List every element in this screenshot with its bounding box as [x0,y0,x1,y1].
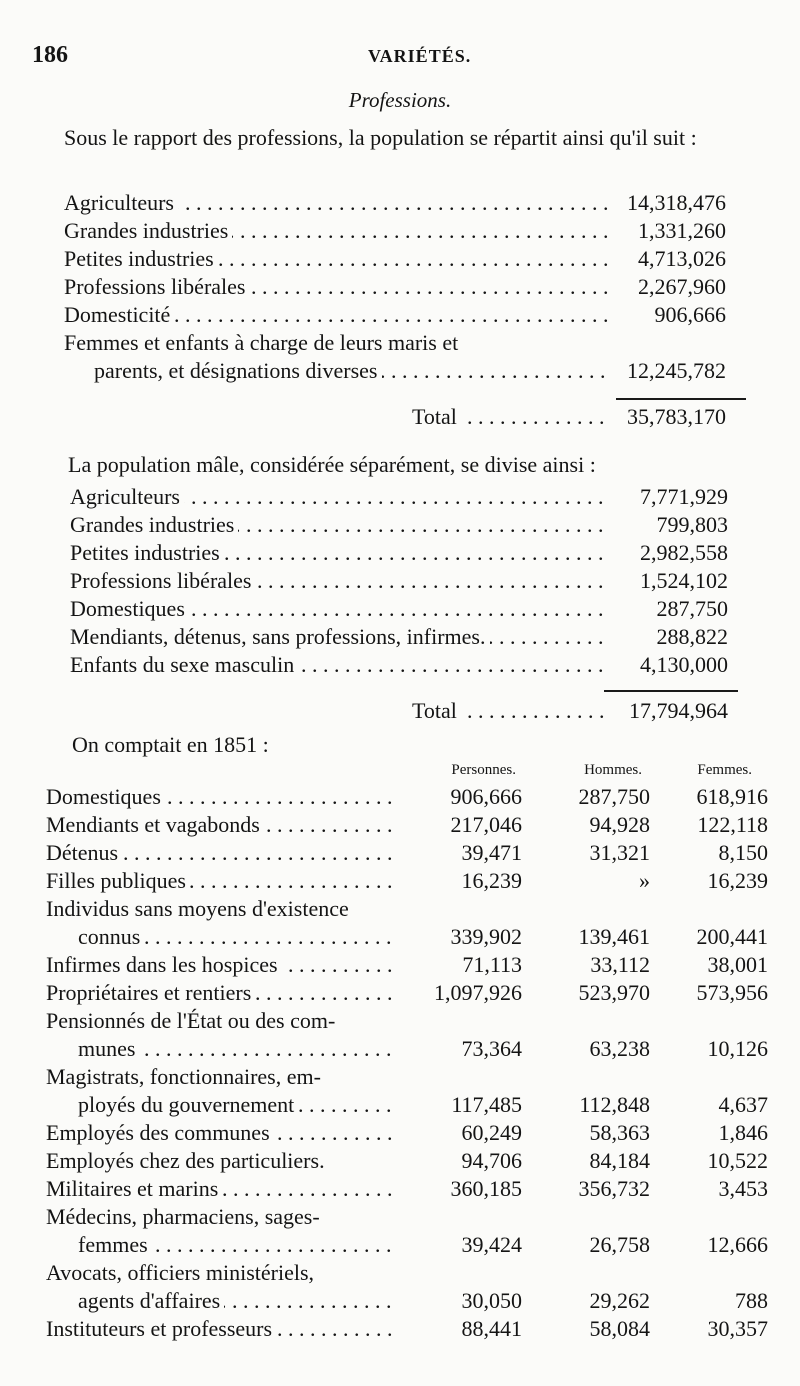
cell-femmes: 10,522 [707,1148,768,1173]
cell-personnes: 360,185 [450,1176,522,1201]
cell-personnes: 88,441 [461,1316,522,1341]
table-row [0,1036,800,1064]
list-item-value: 906,666 [654,302,726,327]
table-row [0,840,800,868]
year-intro: On comptait en 1851 : [0,732,800,760]
row-label-continuation: connus [78,924,144,949]
list-item [0,540,800,568]
row-label: Propriétaires et rentiers [46,980,255,1005]
total-rule [604,690,738,692]
table-row [0,1232,800,1260]
table-row [0,924,800,952]
list-item-label: Agriculteurs [70,484,184,509]
cell-hommes: 356,732 [578,1176,650,1201]
row-label: Pensionnés de l'État ou des com- [46,1008,339,1033]
cell-femmes: 618,916 [696,784,768,809]
list-item-label: Grandes industries [70,512,238,537]
table-row [0,952,800,980]
list-item [0,624,800,652]
cell-femmes: 1,846 [718,1120,768,1145]
list-item-multiline [0,330,800,358]
cell-hommes: 112,848 [579,1092,650,1117]
list-item [0,652,800,680]
cell-femmes: 16,239 [707,868,768,893]
cell-personnes: 16,239 [461,868,522,893]
column-header-personnes: Personnes. [451,762,516,778]
cell-personnes: 39,424 [461,1232,522,1257]
row-label-continuation: ployés du gouvernement [78,1092,298,1117]
row-label: Mendiants et vagabonds [46,812,264,837]
row-label: Employés chez des particuliers. [46,1148,329,1173]
table-row [0,784,800,812]
cell-hommes: 139,461 [578,924,650,949]
cell-hommes: 523,970 [578,980,650,1005]
cell-hommes: » [639,868,650,893]
list-item-label: Femmes et enfants à charge de leurs maris et [64,330,462,355]
list-item-value: 287,750 [656,596,728,621]
page-header [30,38,770,78]
cell-femmes: 10,126 [707,1036,768,1061]
list-item-value: 4,713,026 [638,246,726,271]
running-title: VARIÉTÉS. [368,46,472,66]
cell-personnes: 117,485 [451,1092,522,1117]
cell-personnes: 906,666 [450,784,522,809]
cell-personnes: 71,113 [462,952,522,977]
cell-hommes: 287,750 [578,784,650,809]
list-item-value: 2,267,960 [638,274,726,299]
table-row-multiline [0,1008,800,1036]
page-number: 186 [32,42,68,68]
cell-femmes: 30,357 [707,1316,768,1341]
total-row [0,404,800,432]
cell-personnes: 30,050 [461,1288,522,1313]
table-row-multiline [0,1064,800,1092]
column-header-femmes: Femmes. [697,762,752,778]
cell-hommes: 63,238 [589,1036,650,1061]
cell-personnes: 94,706 [461,1148,522,1173]
row-label: Magistrats, fonctionnaires, em- [46,1064,325,1089]
row-label: Médecins, pharmaciens, sages- [46,1204,324,1229]
cell-hommes: 26,758 [589,1232,650,1257]
list-item [0,568,800,596]
cell-femmes: 12,666 [707,1232,768,1257]
list-item-value: 4,130,000 [640,652,728,677]
cell-personnes: 39,471 [461,840,522,865]
list-item-value: 7,771,929 [640,484,728,509]
list-item [0,190,800,218]
cell-hommes: 58,363 [589,1120,650,1145]
cell-femmes: 788 [735,1288,768,1313]
table-header [0,762,800,782]
table-row [0,1092,800,1120]
list-item-label: Grandes industries [64,218,232,243]
section-title: Professions. [348,88,452,112]
list-item-continuation [0,358,800,386]
intro-paragraph: Sous le rapport des professions, la population se répartit ainsi qu'il suit : [64,125,697,150]
cell-personnes: 1,097,926 [434,980,522,1005]
cell-personnes: 217,046 [450,812,522,837]
cell-hommes: 84,184 [589,1148,650,1173]
list-item-value: 2,982,558 [640,540,728,565]
row-label: Infirmes dans les hospices [46,952,282,977]
row-label-continuation: munes [78,1036,139,1061]
list-item [0,246,800,274]
cell-personnes: 60,249 [461,1120,522,1145]
list-item-label: Petites industries [70,540,224,565]
list-item [0,302,800,330]
table-row [0,980,800,1008]
total-rule [616,398,746,400]
list-item [0,218,800,246]
cell-personnes: 73,364 [461,1036,522,1061]
cell-femmes: 3,453 [718,1176,768,1201]
table-row [0,1120,800,1148]
list-item-label: Domestiques [70,596,189,621]
list-item-label: Agriculteurs [64,190,178,215]
row-label: Instituteurs et professeurs [46,1316,276,1341]
list-item-label: Domesticité [64,302,174,327]
list-item-value: 799,803 [656,512,728,537]
table-row-multiline [0,1204,800,1232]
table-row-multiline [0,1260,800,1288]
total-label: Total [412,404,461,429]
row-label: Employés des communes [46,1120,274,1145]
row-label: Filles publiques [46,868,190,893]
cell-femmes: 573,956 [696,980,768,1005]
cell-hommes: 33,112 [590,952,650,977]
table-row [0,1176,800,1204]
list-item-label: Petites industries [64,246,218,271]
cell-hommes: 31,321 [589,840,650,865]
row-label-continuation: femmes [78,1232,152,1257]
row-label: Domestiques [46,784,165,809]
table-row-multiline [0,896,800,924]
row-label: Détenus [46,840,122,865]
table-row [0,812,800,840]
list-item-label: Professions libérales [70,568,255,593]
list-item [0,484,800,512]
list-item-value: 12,245,782 [627,358,726,383]
male-intro: La population mâle, considérée séparément, se divise ainsi : [0,452,800,480]
cell-femmes: 38,001 [707,952,768,977]
cell-hommes: 29,262 [589,1288,650,1313]
cell-femmes: 8,150 [718,840,768,865]
column-header-hommes: Hommes. [584,762,642,778]
list-item-value: 1,524,102 [640,568,728,593]
cell-hommes: 58,084 [589,1316,650,1341]
table-row [0,1148,800,1176]
row-label: Individus sans moyens d'existence [46,896,353,921]
row-label-continuation: agents d'affaires [78,1288,224,1313]
list-item [0,512,800,540]
total-value: 35,783,170 [627,404,726,429]
list-item [0,596,800,624]
total-value: 17,794,964 [629,698,728,723]
row-label: Avocats, officiers ministériels, [46,1260,318,1285]
total-row [0,698,800,726]
list-item-label: parents, et désignations diverses [94,358,382,383]
table-row [0,868,800,896]
cell-femmes: 200,441 [696,924,768,949]
list-item-label: Professions libérales [64,274,249,299]
list-item-label: Enfants du sexe masculin [70,652,298,677]
total-label: Total [412,698,461,723]
list-item-value: 1,331,260 [638,218,726,243]
table-row [0,1316,800,1344]
cell-femmes: 4,637 [718,1092,768,1117]
table-row [0,1288,800,1316]
cell-femmes: 122,118 [697,812,768,837]
cell-hommes: 94,928 [589,812,650,837]
row-label: Militaires et marins [46,1176,222,1201]
list-item-value: 288,822 [656,624,728,649]
list-item-label: Mendiants, détenus, sans professions, infirmes. [70,624,490,649]
list-item-value: 14,318,476 [627,190,726,215]
list-item [0,274,800,302]
cell-personnes: 339,902 [450,924,522,949]
